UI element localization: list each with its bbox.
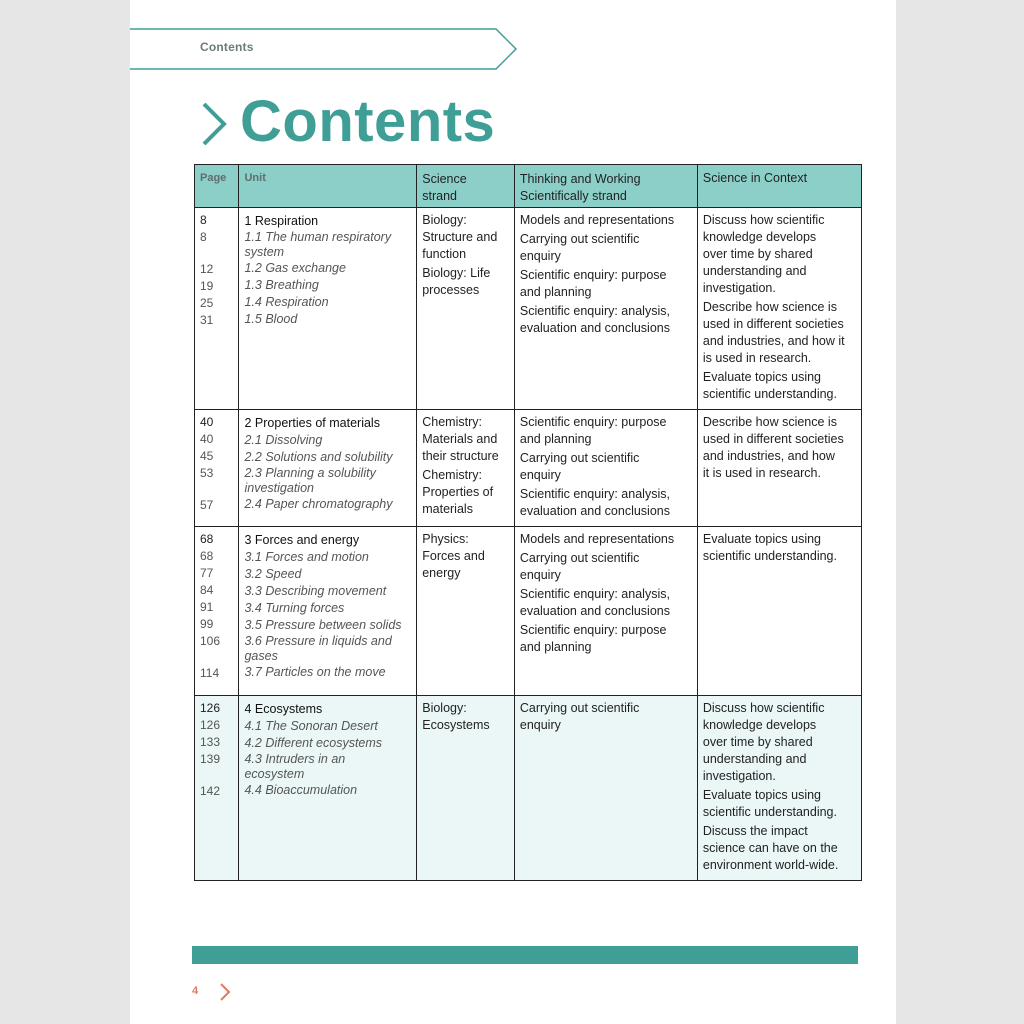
twss-line: and planning — [519, 640, 592, 654]
strand-entry — [422, 467, 509, 518]
context-line: scientific understanding. — [702, 387, 837, 401]
twss-entry — [520, 231, 692, 265]
page-number: 19 — [200, 279, 214, 293]
subunit-link[interactable]: 1.2 Gas exchange — [244, 261, 346, 275]
page-number: 142 — [200, 784, 221, 798]
twss-entry — [520, 700, 692, 734]
header-page: Page — [195, 165, 239, 208]
table-row — [195, 410, 862, 527]
page-number-gap — [200, 768, 233, 783]
strand-cell — [417, 696, 515, 881]
context-line: and industries, and how — [702, 449, 835, 463]
header-strand — [417, 165, 515, 208]
subunit-link[interactable]: 3.2 Speed — [244, 567, 302, 581]
page-numbers-cell — [195, 527, 239, 696]
subunit-link[interactable]: 2.1 Dissolving — [244, 433, 323, 447]
context-line: understanding and — [702, 752, 807, 766]
twss-cell — [514, 208, 697, 410]
twss-line: Scientific enquiry: purpose — [519, 623, 667, 637]
chevron-right-icon — [198, 102, 228, 146]
subunit-link[interactable]: 3.5 Pressure between solids — [244, 618, 402, 632]
context-line: Describe how science is — [702, 415, 837, 429]
subunit-link[interactable]: 4.2 Different ecosystems — [244, 736, 383, 750]
header-strand-line: strand — [422, 189, 457, 203]
header-twss-line: Thinking and Working — [519, 172, 641, 186]
table-row — [195, 696, 862, 881]
page-number-gap — [200, 650, 233, 665]
table-header-row — [195, 165, 862, 208]
page-number: 99 — [200, 617, 214, 631]
context-line: knowledge develops — [702, 718, 817, 732]
subunit-link[interactable]: 4.4 Bioaccumulation — [244, 783, 358, 797]
unit-title: 4 Ecosystems — [244, 702, 323, 716]
twss-line: Scientific enquiry: purpose — [519, 268, 667, 282]
strand-line: processes — [422, 283, 480, 297]
page-number: 45 — [200, 449, 214, 463]
page-numbers-cell — [195, 696, 239, 881]
twss-line: Carrying out scientific — [519, 451, 640, 465]
unit-cell — [239, 410, 417, 527]
page-number: 68 — [200, 532, 214, 546]
twss-cell — [514, 527, 697, 696]
header-twss — [514, 165, 697, 208]
context-line: it is used in research. — [702, 466, 821, 480]
twss-line: Scientific enquiry: analysis, — [519, 304, 670, 318]
twss-line: Carrying out scientific — [519, 232, 640, 246]
twss-entry — [520, 450, 692, 484]
context-line: science can have on the — [702, 841, 838, 855]
strand-line: Biology: — [422, 701, 467, 715]
strand-line: Chemistry: — [422, 415, 482, 429]
twss-entry — [520, 486, 692, 520]
twss-line: evaluation and conclusions — [519, 504, 670, 518]
subunit-link[interactable]: 3.4 Turning forces — [244, 601, 345, 615]
context-line: used in different societies — [702, 432, 844, 446]
twss-entry — [520, 414, 692, 448]
context-line: investigation. — [702, 769, 776, 783]
context-entry — [703, 212, 856, 297]
strand-cell — [417, 527, 515, 696]
twss-entry — [520, 550, 692, 584]
twss-line: Models and representations — [519, 532, 675, 546]
strand-line: Biology: — [422, 213, 467, 227]
subunit-link[interactable]: 3.3 Describing movement — [244, 584, 387, 598]
twss-entry — [520, 212, 692, 229]
context-line: over time by shared — [702, 247, 813, 261]
strand-line: Materials and — [422, 432, 498, 446]
subunit-link-continued[interactable]: ecosystem — [244, 767, 305, 781]
running-head-label: Contents — [200, 40, 254, 54]
subunit-link-continued[interactable]: investigation — [244, 481, 314, 495]
page-number: 91 — [200, 600, 214, 614]
subunit-link[interactable]: 1.4 Respiration — [244, 295, 329, 309]
subunit-link[interactable]: 1.5 Blood — [244, 312, 298, 326]
running-head-frame — [130, 28, 520, 70]
page-number: 106 — [200, 634, 221, 648]
page-number: 68 — [200, 549, 214, 563]
twss-line: enquiry — [519, 568, 561, 582]
context-cell — [697, 410, 861, 527]
strand-line: Biology: Life — [422, 266, 491, 280]
unit-cell — [239, 696, 417, 881]
strand-cell — [417, 208, 515, 410]
twss-entry — [520, 267, 692, 301]
table-row — [195, 527, 862, 696]
context-entry — [703, 823, 856, 874]
page-numbers-cell — [195, 208, 239, 410]
context-cell — [697, 527, 861, 696]
unit-cell — [239, 208, 417, 410]
page-number: 57 — [200, 498, 214, 512]
header-context: Science in Context — [697, 165, 861, 208]
strand-line: materials — [422, 502, 473, 516]
page-number: 40 — [200, 432, 214, 446]
subunit-link-continued[interactable]: system — [244, 245, 285, 259]
twss-cell — [514, 696, 697, 881]
twss-line: Scientific enquiry: analysis, — [519, 487, 670, 501]
strand-line: Forces and — [422, 549, 485, 563]
twss-entry — [520, 586, 692, 620]
twss-entry — [520, 622, 692, 656]
page-number: 126 — [200, 718, 221, 732]
subunit-link[interactable]: 2.4 Paper chromatography — [244, 497, 393, 511]
twss-line: enquiry — [519, 249, 561, 263]
chevron-right-icon — [218, 982, 232, 1002]
twss-line: Scientific enquiry: analysis, — [519, 587, 670, 601]
book-page — [130, 0, 896, 1024]
twss-line: evaluation and conclusions — [519, 604, 670, 618]
context-entry — [703, 369, 856, 403]
twss-line: enquiry — [519, 718, 561, 732]
page-number: 8 — [200, 213, 207, 227]
footer-bar — [192, 946, 858, 964]
strand-line: energy — [422, 566, 461, 580]
strand-line: Chemistry: — [422, 468, 482, 482]
subunit-link[interactable]: 4.3 Intruders in an — [244, 752, 346, 766]
subunit-link-continued[interactable]: gases — [244, 649, 278, 663]
subunit-link[interactable]: 4.1 The Sonoran Desert — [244, 719, 378, 733]
page-number-footer: 4 — [192, 985, 199, 997]
page-number: 77 — [200, 566, 214, 580]
subunit-link[interactable]: 3.6 Pressure in liquids and — [244, 634, 392, 648]
unit-title: 2 Properties of materials — [244, 416, 380, 430]
table-row — [195, 208, 862, 410]
context-line: Evaluate topics using — [702, 532, 822, 546]
page-number: 84 — [200, 583, 214, 597]
header-strand-line: Science — [422, 172, 467, 186]
subunit-link[interactable]: 2.3 Planning a solubility — [244, 466, 376, 480]
context-line: Discuss how scientific — [702, 701, 825, 715]
strand-line: Ecosystems — [422, 718, 490, 732]
unit-cell — [239, 527, 417, 696]
strand-line: their structure — [422, 449, 499, 463]
strand-cell — [417, 410, 515, 527]
context-line: used in different societies — [702, 317, 844, 331]
context-line: environment world-wide. — [702, 858, 839, 872]
strand-entry — [422, 531, 509, 582]
page-numbers-cell — [195, 410, 239, 527]
page-number: 53 — [200, 466, 214, 480]
twss-line: and planning — [519, 285, 592, 299]
strand-line: Structure and — [422, 230, 498, 244]
subunit-link[interactable]: 2.2 Solutions and solubility — [244, 450, 393, 464]
twss-entry — [520, 303, 692, 337]
page-number: 114 — [200, 666, 220, 680]
context-entry — [703, 414, 856, 482]
page-number: 25 — [200, 296, 214, 310]
twss-line: Carrying out scientific — [519, 701, 640, 715]
strand-line: function — [422, 247, 467, 261]
context-line: Evaluate topics using — [702, 370, 822, 384]
page-number: 12 — [200, 262, 214, 276]
context-entry — [703, 299, 856, 367]
context-entry — [703, 787, 856, 821]
contents-table — [194, 164, 862, 881]
subunit-link[interactable]: 3.7 Particles on the move — [244, 665, 386, 679]
context-cell — [697, 208, 861, 410]
strand-line: Physics: — [422, 532, 469, 546]
unit-title: 1 Respiration — [244, 214, 319, 228]
page-number: 8 — [200, 230, 207, 244]
context-line: scientific understanding. — [702, 805, 837, 819]
twss-line: Carrying out scientific — [519, 551, 640, 565]
twss-cell — [514, 410, 697, 527]
page-number-gap — [200, 482, 233, 497]
context-line: Discuss how scientific — [702, 213, 825, 227]
context-line: Evaluate topics using — [702, 788, 822, 802]
subunit-link[interactable]: 3.1 Forces and motion — [244, 550, 369, 564]
strand-entry — [422, 265, 509, 299]
subunit-link[interactable]: 1.3 Breathing — [244, 278, 319, 292]
context-line: scientific understanding. — [702, 549, 837, 563]
strand-entry — [422, 700, 509, 734]
twss-line: evaluation and conclusions — [519, 321, 670, 335]
context-line: Discuss the impact — [702, 824, 808, 838]
twss-line: and planning — [519, 432, 592, 446]
twss-line: Scientific enquiry: purpose — [519, 415, 667, 429]
context-line: over time by shared — [702, 735, 813, 749]
page-number: 40 — [200, 415, 214, 429]
context-line: knowledge develops — [702, 230, 817, 244]
header-unit: Unit — [239, 165, 417, 208]
page-number: 139 — [200, 752, 221, 766]
twss-entry — [520, 531, 692, 548]
running-head — [130, 28, 516, 68]
subunit-link[interactable]: 1.1 The human respiratory — [244, 230, 392, 244]
page-number-gap — [200, 246, 233, 261]
strand-line: Properties of — [422, 485, 494, 499]
strand-entry — [422, 212, 509, 263]
strand-entry — [422, 414, 509, 465]
page-title: Contents — [240, 89, 496, 154]
page-number: 133 — [200, 735, 221, 749]
twss-line: Models and representations — [519, 213, 675, 227]
unit-title: 3 Forces and energy — [244, 533, 360, 547]
page-number: 31 — [200, 313, 214, 327]
context-line: investigation. — [702, 281, 776, 295]
context-cell — [697, 696, 861, 881]
context-line: Describe how science is — [702, 300, 837, 314]
page-number: 126 — [200, 701, 221, 715]
context-line: and industries, and how it — [702, 334, 845, 348]
context-line: understanding and — [702, 264, 807, 278]
context-entry — [703, 531, 856, 565]
header-twss-line: Scientifically strand — [519, 189, 627, 203]
context-entry — [703, 700, 856, 785]
twss-line: enquiry — [519, 468, 561, 482]
context-line: is used in research. — [702, 351, 812, 365]
